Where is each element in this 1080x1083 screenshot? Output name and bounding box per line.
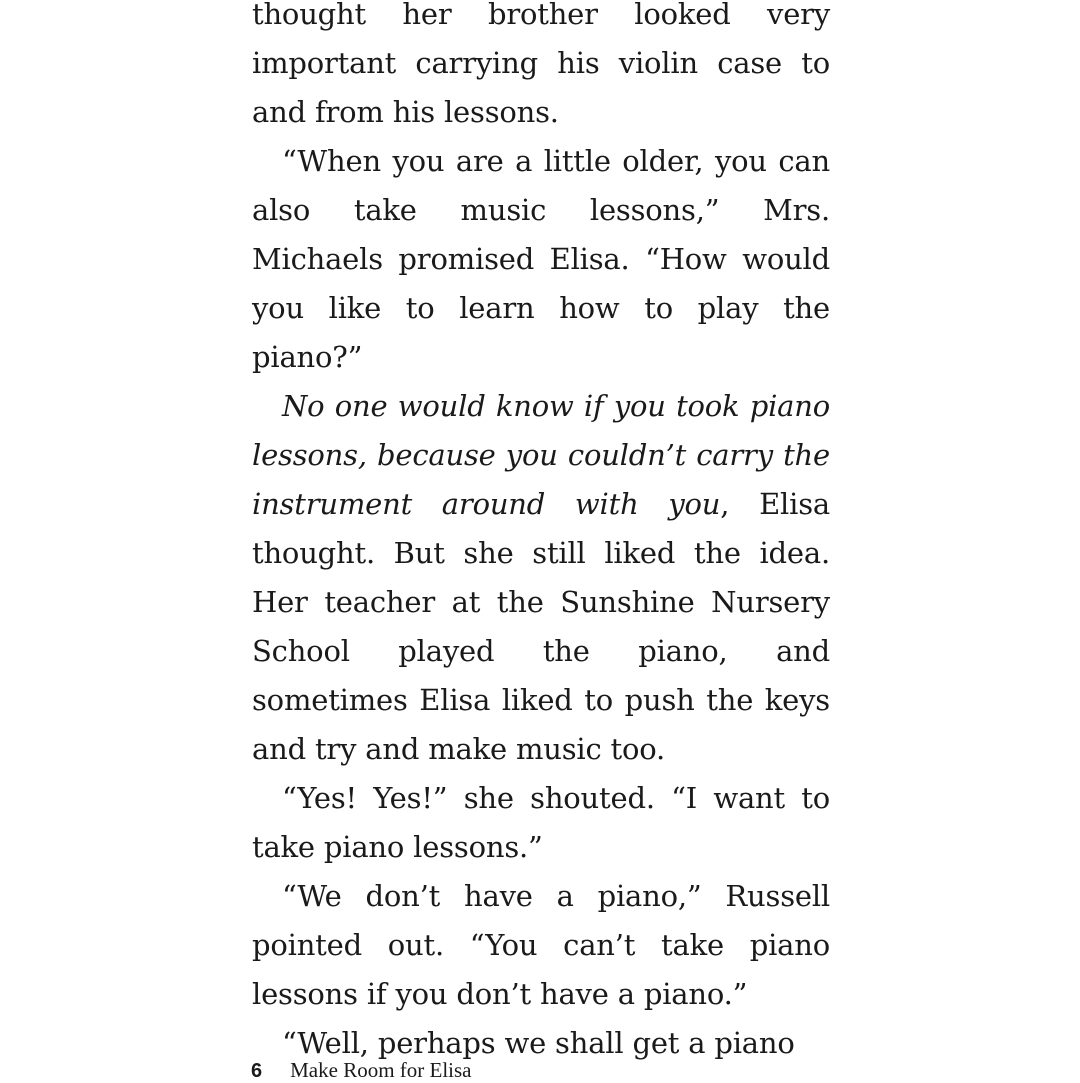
page-number: 6 xyxy=(251,1060,263,1082)
paragraph-yes-yes: “Yes! Yes!” she shouted. “I want to take piano lessons.” xyxy=(252,781,830,864)
paragraph-continuation: thought her brother looked very important carrying his violin case to and from his lessons. xyxy=(252,0,830,129)
paragraph-mrs-michaels: “When you are a little older, you can also take music lessons,” Mrs. Michaels promised Elisa. “How would you like to learn how to play the piano?” xyxy=(252,144,830,374)
paragraph-russell: “We don’t have a piano,” Russell pointed out. “You can’t take piano lessons if you don’t have a piano.” xyxy=(252,879,830,1011)
elisa-thought-italic: No one would know if you took piano lessons, because you couldn’t carry the instrument around with you xyxy=(252,389,830,521)
paragraph-well-perhaps: “Well, perhaps we shall get a piano xyxy=(282,1026,795,1060)
elisa-thought-rest: , Elisa thought. But she still liked the idea. Her teacher at the Sunshine Nursery School played the piano, and sometimes Elisa liked to push the keys and try and make music too. xyxy=(252,487,830,766)
page-footer xyxy=(251,1058,472,1083)
body-text xyxy=(252,0,830,1068)
paragraph-elisa-thought xyxy=(252,382,830,774)
book-title: Make Room for Elisa xyxy=(290,1058,472,1082)
